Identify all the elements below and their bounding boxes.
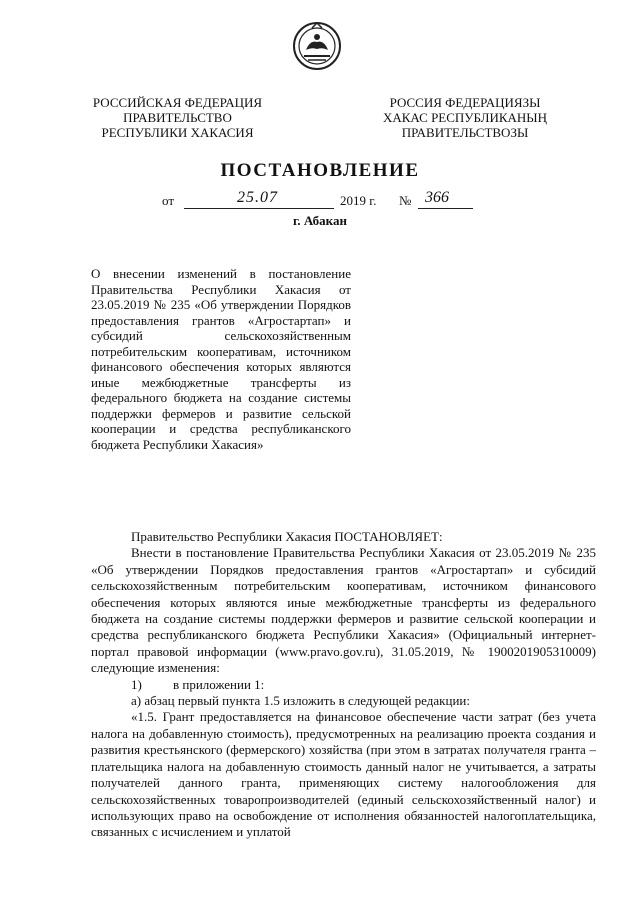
header-right-line: РОССИЯ ФЕДЕРАЦИЯЗЫ xyxy=(389,95,541,110)
city-name: г. Абакан xyxy=(293,213,347,228)
quoted-paragraph: «1.5. Грант предоставляется на финансовое обеспечение части затрат (без учета налога на добавленную стоимость), предусмотренных на реализацию проекта создания и развития крестьянского (фермерского) хозяйства (при этом в затратах получателя гранта – плательщика налога на добавленную стоимость данный налог не учитывается, а затраты получателей данного гранта, применяющих систему налогообложения для сельскохозяйственных товаропроизводителей (единый сельскохозяйственный налог) и использующих право на освобождение от исполнения обязанностей налогоплательщика, связанных с исчислением и уплатой xyxy=(91,709,596,840)
date-underline xyxy=(184,208,334,209)
date-prefix: от xyxy=(162,193,175,208)
year-text: 2019 г. xyxy=(340,193,377,208)
document-body xyxy=(91,529,596,841)
list-item xyxy=(91,677,596,693)
item-number: 1) xyxy=(131,676,142,692)
dateline xyxy=(162,189,482,211)
sub-item-paragraph: а) абзац первый пункта 1.5 изложить в следующей редакции: xyxy=(131,693,470,709)
item-text: в приложении 1: xyxy=(173,676,265,692)
header-right-line: ПРАВИТЕЛЬСТВОЗЫ xyxy=(401,125,529,140)
header-khakas xyxy=(365,95,565,140)
number-underline xyxy=(418,208,473,209)
handwritten-date: 25.07 xyxy=(237,189,278,206)
handwritten-number: 366 xyxy=(425,189,449,206)
document-title: ПОСТАНОВЛЕНИЕ xyxy=(220,160,420,181)
republic-of-khakassia-emblem-icon xyxy=(292,20,342,72)
intro-paragraph: Внести в постановление Правительства Республики Хакасия от 23.05.2019 № 235 «Об утверждении Порядков предоставления грантов «Агростартап» и субсидий сельскохозяйственным потребительским кооперативам, источником финансового обеспечения которых являются иные межбюджетные трансферты из федерального бюджета на создание системы поддержки фермеров и развитие сельской кооперации и средства республиканского бюджета Республики Хакасия» (Официальный интернет-портал правовой информации (www.pravo.gov.ru), 31.05.2019, № 1900201905310009) следующие изменения: xyxy=(91,545,596,676)
document-subject: О внесении изменений в постановление Правительства Республики Хакасия от 23.05.2019 № 235 «Об утверждении Порядков предоставления грантов «Агростартап» и субсидий сельскохозяйственным потребительским кооперативам, источником финансового обеспечения которых являются иные межбюджетные трансферты из федерального бюджета на создание системы поддержки фермеров и развитие сельской кооперации и средства республиканского бюджета Республики Хакасия» xyxy=(91,266,351,452)
header-left-line: ПРАВИТЕЛЬСТВО xyxy=(123,110,232,125)
header-right-line: ХАКАС РЕСПУБЛИКАНЫҢ xyxy=(382,110,548,125)
decree-line: Правительство Республики Хакасия ПОСТАНОВЛЯЕТ: xyxy=(131,529,443,544)
number-sign: № xyxy=(399,193,412,208)
header-russian xyxy=(80,95,275,140)
header-left-line: РОССИЙСКАЯ ФЕДЕРАЦИЯ xyxy=(92,95,263,110)
header-left-line: РЕСПУБЛИКИ ХАКАСИЯ xyxy=(101,125,254,140)
